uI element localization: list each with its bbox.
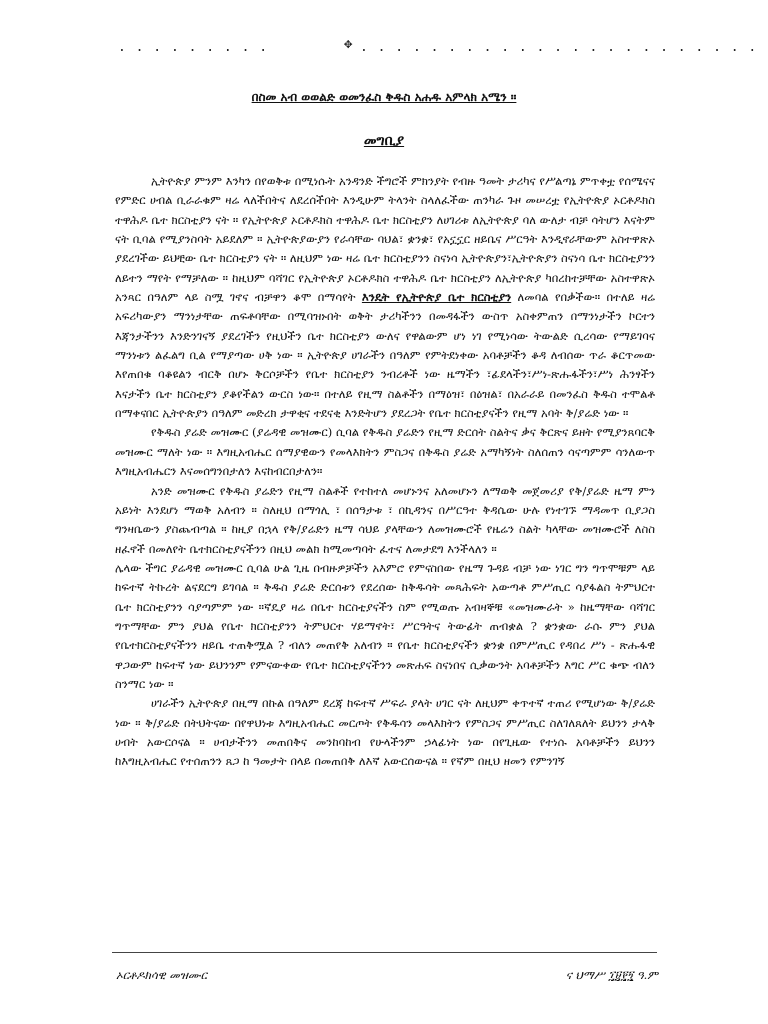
ornament-cross-icon: ✥ [344, 36, 354, 52]
paragraph-3: አንድ መዝሙር የቅዱስ ያሬድን የዚማ ስልቶች የተከተለ መሆኑንና አለመሆኑን ለማወቅ መጀመሪያ የቅ/ያሬድ ዜማ ምን አይነት እንደሆነ ማወቅ አለብን ። ስለዚህ በማጎሊ ፣ በሰዓታቱ ፣ በኪዳንና በሥርዓተ ቅዳሴው ሁሉ የነተገኙ ማዳመጥ ቢያጋስ ግንዛቤውን ያስጨብጣል ። ከዚያ በኋላ የቅ/ያሬድን ዜማ ሳህይ ያላቸውን ለመዝሙሮች የዜሬን ስልት ካላቸው መዝሙሮች ለስስ ዘፈኖች በመለየት ቤተክርስቲያናችንን በዚህ መልክ ከሚመጣባት ፈተና ለመታደግ እንችላለን ። [115, 483, 655, 556]
footer-divider [112, 952, 657, 953]
footer-left-text: ኦርቶዶክሳዊ መዝሙር [116, 968, 207, 982]
paragraph-1: ኢትዮጵያ ምንም እንካን በየወቅቱ በሚነሱት አንዳንድ ችግሮች ምክንያት የብዙ ዓመት ታሪካና የሥልጣኔ ምጥቀቷ የሰሜናና የምድር ሀብል ቢራራቁም ዛሬ ላለችበትና ለደረሰችበት እንዲሁም ትላንት ስላለፈችው ጠንካራ ጉዞ መሠረቷ የኢትዮጵያ ኦርቶዶክስ ተዋሕዶ ቤተ ክርስቲያን ናት ። የኢትዮጵያ ኦርቶዶክስ ተዋሕዶ ቤተ ክርስቲያን ለሀገሪቱ ለኢትዮጵያ ባለ ውለታ ብቻ ሳትሆን እናትም ናት ቢባል የሚያንስባት አይደለም ። ኢትዮጵያውያን የራሳቸው ባህል፣ ቋንቋ፣ የአኗኗር ዘይቤና ሥርዓት እንዲኖራቸውም አስተዋጽኦ ያደረገችው ይህቺው ቤተ ክርስቲያን ናት ። ለዚህም ነው ዛሬ ቤተ ክርስቲያንን ስናነሳ ኢትዮጵያን፣ኢትዮጵያን ስናነሳ ቤተ ክርስቲያንን ለይተን ማየት የማቻለው ። ከዚህም ባሻገር የኢትዮጵያ ኦርቶዶክስ ተዋሕዶ ቤተ ክርስቲያን ለኢትዮጵያ ካበረከተቻቸው አስተዋጽኦ አንጻር በዓለም ላይ ስሟ ገኖና ብቻዋን ቆሞ በማሳየት እንዴት የኢትዮጵያ ቤተ ክርስቲያን ለመባል የበቃችው። በተለይ ዛሬ አፍሪካውያን ማንነታቸው ጠፍቶባቸው በሚባዝኑበት ወቅት ታሪካችንን በመዳፋችን ውስጥ አስቀምጠን በማንነታችን ኮርተን እጃንታችንን እንድንገናኝ ያደረገችን የዚህችን ቤተ ክርስቲያን ውለና የዋልውም ሆነ ነገ የሚነሳው ትውልድ ሲረሳው የማይገባና ማንነቱን ልፈልግ ቢል የማያጣው ሀቅ ነው ። ኢትዮጵያ ሀገራችን በዓለም የምትደነቀው አባቶቻችን ቆዳ ለብሰው ጥራ ቆርጥመው እየጠበቁ ባቆዩልን ብርቅ በሆኑ ቅርሶቻችን የቤተ ክርስቲያን ንብረቶች ነው ዜማችን ፣ፊደላችን፣ሥነ-ጽሑፋችን፣ሥነ ሕንፃችን እናታችን ቤተ ክርስቲያን ያቆየችልን ውርስ ነው። በተለይ የዚማ ስልቶችን በማዕዝ፣ በዕዝል፣ በአራራይ በመንፈስ ቅዱስ ተሞልቶ በማቀናበር ኢትዮጵያን በዓለም መድረክ ታዋቂና ተደናቂ እንድትሆን ያደረጋት የቤተ ክርስቲያናችን የዚማ አባት ቅ/ያሬድ ነው ። [115, 174, 656, 421]
footer-right-text [566, 968, 658, 983]
footer-right-prefix: ና ህማሥ [565, 968, 605, 982]
footer-right-suffix: ዓ.ም [636, 968, 658, 982]
footer-year: ፲፱፻፺ [608, 968, 634, 982]
paragraph-4: ሌላው ችግር ያሬዳዊ መዝሙር ሲባል ሁል ጊዜ በብዙዎቻችን አእምሮ የምናስበው የዜማ ጉዳይ ብቻ ነው ነገር ግን ግጥሞቹም ላይ ከፍተኛ ትኩረት ልናደርግ ይገባል ። ቅዱስ ያሬድ ድርሰቱን የደረሰው ከቅዱሳት መጻሕፍት አውጣቶ ምሥጢር ሳያፋልስ ትምህርተ ቤተ ክርስቲያንን ሳያጣምም ነው ።ኛዴያ ዛሬ በቤተ ክርስቲያናችን ስም የሚወጡ አብዛኞቹ «መዝሙራት » ከዜማቸው ባሻገር ግጥማቸው ምን ያህል የቤተ ክርስቲያንን ትምህርተ ሃይማኖት፣ ሥርዓትና ትውፊት ጠብቋል ? ቋንቋው ራሱ ምን ያህል የቤተክርስቲያናችንን ዘይቤ ተጠቅሟል ? ብለን መጠየቅ አለብን ። የቤተ ክርስቲያናችን ቋንቋ በምሥጢር የዳበረ ሥነ - ጽሑፋዊ ዋጋውም ከፍተኛ ነው ይህንንም የምናውቀው የቤተ ክርስቲያናችንን መጽሐፍ ስናነበና ሲቃውንት አባቶቻችን እግር ሥር ቁጭ ብለን ስንማር ነው ። [115, 560, 655, 691]
paragraph-2: የቅዱስ ያሬድ መዝሙር (ያሬዳዊ መዝሙር) ሲባል የቅዱስ ያሬድን የዚማ ድርሰት ስልትና ቃና ቅርጽና ይዘት የሚያንጸባርቅ መዝሙር ማለት ነው ። እግዚአብሔር ሰማያዊውን የመላእክትን ምስጋና በቅዱስ ያሬድ አማካኝነት ስለሰጠን ሳናጣምም ሳንለውጥ እግዚአብሔርን እናመሰግንበታለን እናከብርበታለን። [115, 425, 655, 479]
header-ornament [118, 36, 758, 55]
ornament-dots-right: . . . . . . . . . . . . . . . . . . . . . . . [360, 40, 758, 55]
paragraph-5: ሀገራችን ኢትዮጵያ በዚማ በኩል በዓለም ደረጃ ከፍተኛ ሥፍራ ያላት ሀገር ናት ለዚህም ቀጥተኛ ተጠሪ የሚሆነው ቅ/ያሬድ ነው ። ቅ/ያሬድ በትህትናው በየዋህነቱ እግዚአብሔር መርጦት የቅዱሳን መላእክትን የምስጋና ምሥጢር ስለገለጸለት ይህንን ታላቅ ሀብት አውርሶናል ። ሀብታችንን መጠበቅና መንከባከብ የሁላችንም ኃላፊነት ነው በየጊዜው የተነሱ አባቶቻችን ይህንን ከእግዚአብሔር የተሰጠንን ጸጋ ከ ዓመታት በላይ በመጠበቅ ለእኛ አውርሰውናል ። የኛም በዚህ ዘመን የምንገኝ [115, 696, 655, 769]
page-title: መግቢያ [363, 133, 405, 149]
invocation-heading: በስመ አብ ወወልድ ወመንፈስ ቅዱስ አሐዱ አምላክ አሜን ። [251, 90, 517, 104]
ornament-dots-left: . . . . . . . . . [118, 40, 269, 55]
emphasized-phrase: እንዴት የኢትዮጵያ ቤተ ክርስቲያን [361, 290, 512, 305]
body-text [115, 172, 655, 772]
